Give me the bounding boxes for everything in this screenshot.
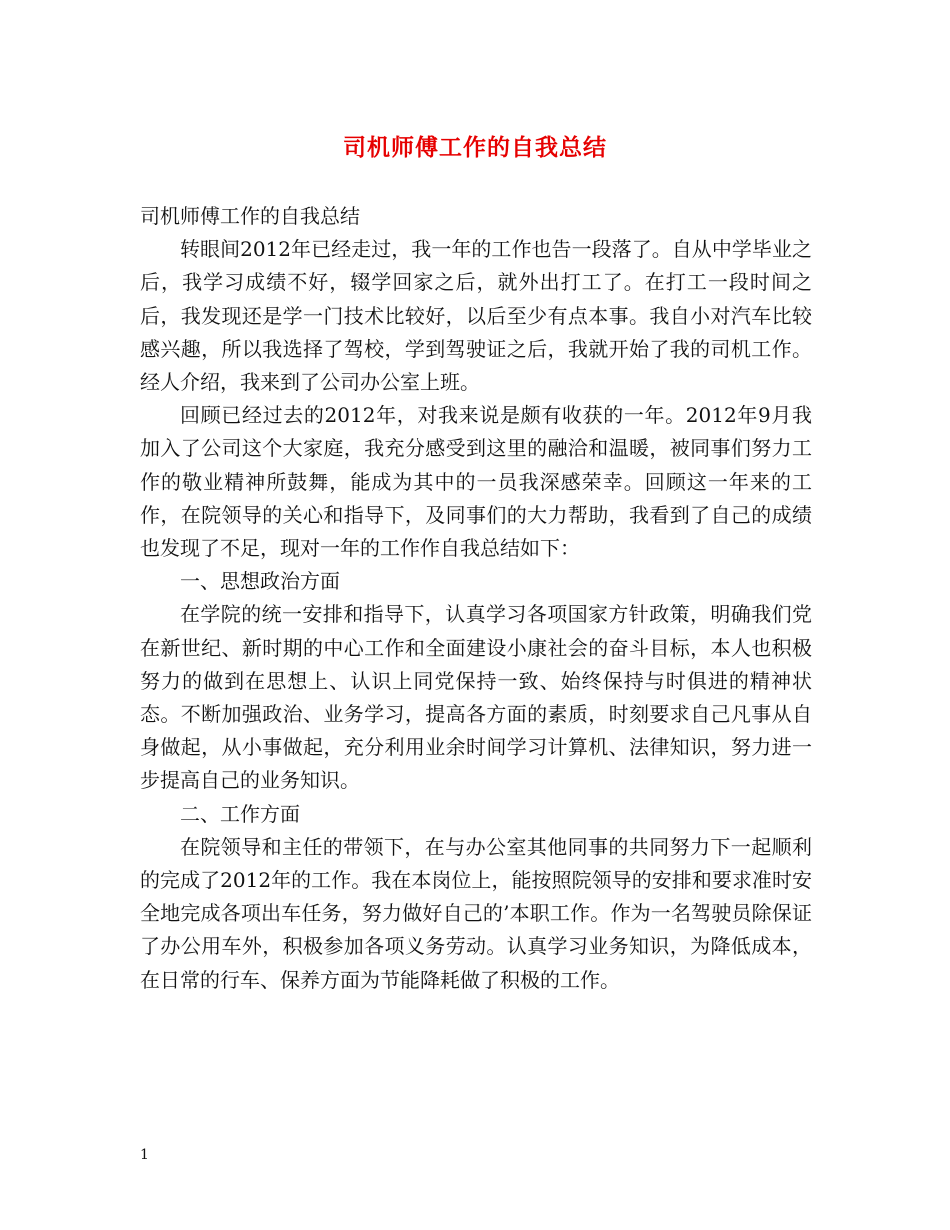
paragraph-political: 在学院的统一安排和指导下，认真学习各项国家方针政策，明确我们党在新世纪、新时期的中心工作和全面建设小康社会的奋斗目标，本人也积极努力的做到在思想上、认识上同党保持一致、始终保持与时俱进的精神状态。不断加强政治、业务学习，提高各方面的素质，时刻要求自己凡事从自身做起，从小事做起，充分利用业余时间学习计算机、法律知识，努力进一步提高自己的业务知识。 bbox=[140, 602, 812, 793]
page-number: 1 bbox=[140, 1147, 149, 1163]
paragraph-review: 回顾已经过去的2012年，对我来说是颇有收获的一年。2012年9月我加入了公司这个大家庭，我充分感受到这里的融洽和温暖，被同事们努力工作的敬业精神所鼓舞，能成为其中的一员我深感荣幸。回顾这一年来的工作，在院领导的关心和指导下，及同事们的大力帮助，我看到了自己的成绩也发现了不足，现对一年的工作作自我总结如下： bbox=[140, 403, 812, 561]
document-title: 司机师傅工作的自我总结 bbox=[343, 134, 607, 161]
document-body bbox=[140, 200, 812, 997]
body-subtitle: 司机师傅工作的自我总结 bbox=[140, 204, 360, 228]
section-heading-political: 一、思想政治方面 bbox=[180, 569, 340, 594]
section-heading-work: 二、工作方面 bbox=[180, 801, 300, 826]
paragraph-intro: 转眼间2012年已经走过，我一年的工作也告一段落了。自从中学毕业之后，我学习成绩不好，辍学回家之后，就外出打工了。在打工一段时间之后，我发现还是学一门技术比较好，以后至少有点本事。我自小对汽车比较感兴趣，所以我选择了驾校，学到驾驶证之后，我就开始了我的司机工作。经人介绍，我来到了公司办公室上班。 bbox=[140, 237, 812, 395]
paragraph-work: 在院领导和主任的带领下，在与办公室其他同事的共同努力下一起顺利的完成了2012年的工作。我在本岗位上，能按照院领导的安排和要求准时安全地完成各项出车任务，努力做好自己的’本职工作。作为一名驾驶员除保证了办公用车外，积极参加各项义务劳动。认真学习业务知识，为降低成本，在日常的行车、保养方面为节能降耗做了积极的工作。 bbox=[140, 834, 812, 992]
